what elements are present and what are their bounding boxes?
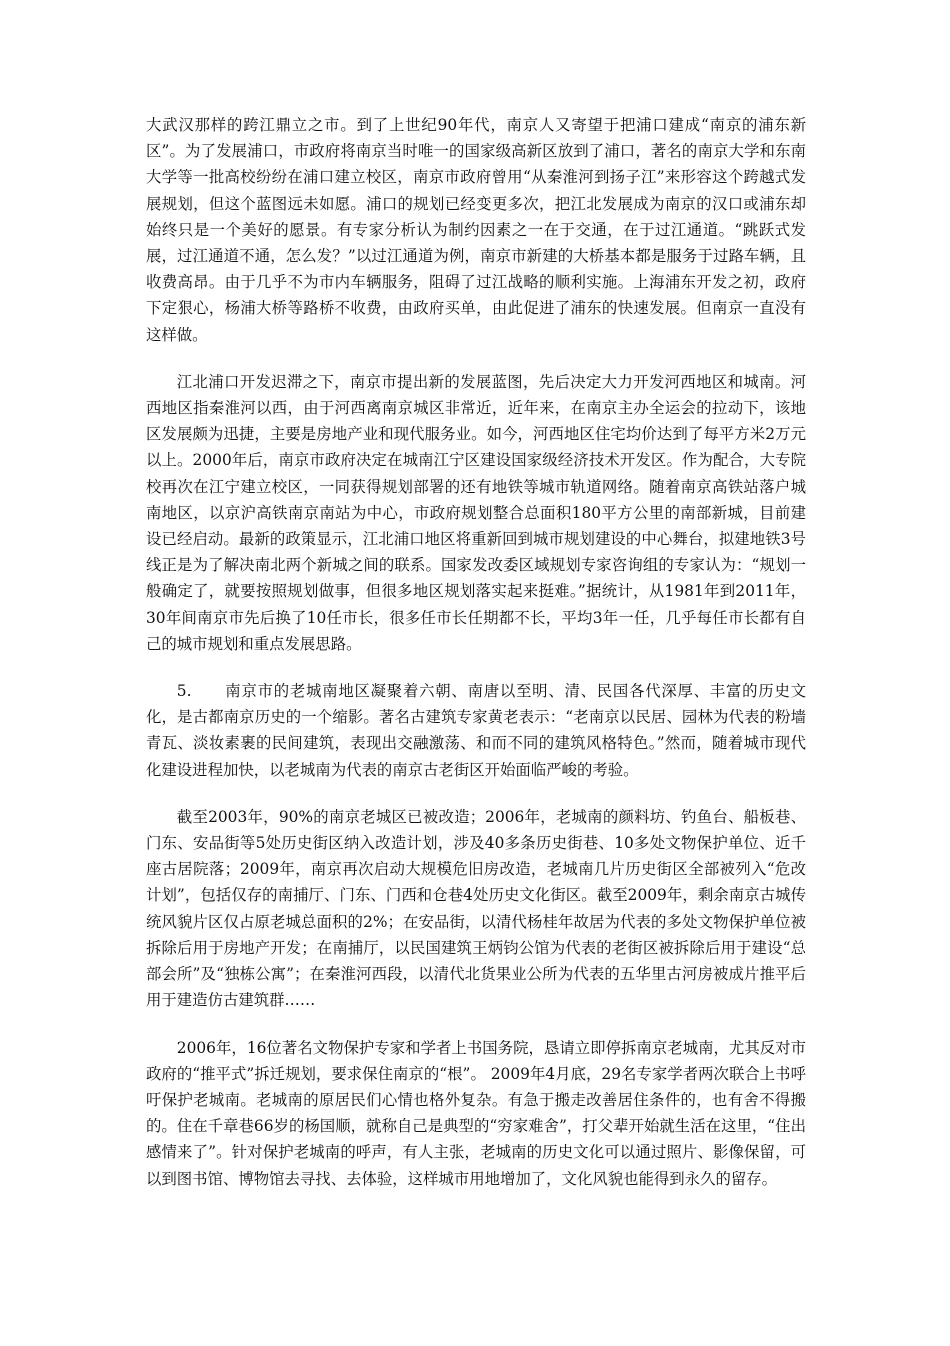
paragraph-river-west-and-south: 江北浦口开发迟滞之下，南京市提出新的发展蓝图，先后决定大力开发河西地区和城南。河西地区指秦淮河以西，由于河西离南京城区非常近，近年来，在南京主办全运会的拉动下，该地区发展颇为迅捷，主要是房地产业和现代服务业。如今，河西地区住宅均价达到了每平方米2万元以上。2000年后，南京市政府决定在城南江宁区建设国家级经济技术开发区。作为配合，大专院校再次在江宁建立校区，一同获得规划部署的还有地铁等城市轨道网络。随着南京高铁站落户城南地区，以京沪高铁南京南站为中心，市政府规划整合总面积180平方公里的南部新城，目前建设已经启动。最新的政策显示，江北浦口地区将重新回到城市规划建设的中心舞台，拟建地铁3号线正是为了解决南北两个新城之间的联系。国家发改委区域规划专家咨询组的专家认为：“规划一般确定了，就要按照规划做事，但很多地区规划落实起来挺难。”据统计，从1981年到2011年，30年间南京市先后换了10任市长，很多任市长任期都不长，平均3年一任，几乎每任市长都有自己的城市规划和重点发展思路。	[146, 372, 806, 653]
paragraph-experts-petition: 2006年，16位著名文物保护专家和学者上书国务院，恳请立即停拆南京老城南，尤其反对市政府的“推平式”拆迁规划，要求保住南京的“根”。 2009年4月底，29名专家学者两次联合上书呼吁保护老城南。老城南的原居民们心情也格外复杂。有急于搬走改善居住条件的，也有舍不得搬的。住在千章巷66岁的杨国顺，就称自己是典型的“穷家难舍”，打父辈开始就生活在这里，“住出感情来了”。针对保护老城南的呼声，有人主张，老城南的历史文化可以通过照片、影像保留，可以到图书馆、博物馆去寻找、去体验，这样城市用地增加了，文化风貌也能得到永久的留存。	[146, 1038, 806, 1188]
paragraph-redevelopment-record: 截至2003年，90%的南京老城区已被改造；2006年，老城南的颜料坊、钓鱼台、船板巷、门东、安品街等5处历史街区纳入改造计划，涉及40多条历史街巷、10多处文物保护单位、近千座古居院落；2009年，南京再次启动大规模危旧房改造，老城南几片历史街区全部被列入“危改计划”，包括仅存的南捕厅、门东、门西和仓巷4处历史文化街区。截至2009年，剩余南京古城传统风貌片区仅占原老城总面积的2%；在安品街，以清代杨桂年故居为代表的多处文物保护单位被拆除后用于房地产开发；在南捕厅，以民国建筑王炳钧公馆为代表的老街区被拆除后用于建设“总部会所”及“独栋公寓”；在秦淮河西段，以清代北货果业公所为代表的五华里古河房被成片推平后用于建造仿古建筑群……	[146, 807, 806, 1010]
paragraph-section-5-old-city-south	[146, 678, 806, 783]
document-body	[146, 112, 806, 1192]
paragraph-continued-text: 大武汉那样的跨江鼎立之市。到了上世纪90年代，南京人又寄望于把浦口建成“南京的浦东新区”。为了发展浦口，市政府将南京当时唯一的国家级高新区放到了浦口，著名的南京大学和东南大学等一批高校纷纷在浦口建立校区，南京市政府曾用“从秦淮河到扬子江”来形容这个跨越式发展规划，但这个蓝图远未如愿。浦口的规划已经变更多次，把江北发展成为南京的汉口或浦东却始终只是一个美好的愿景。有专家分析认为制约因素之一在于交通，在于过江通道。“跳跃式发展，过江通道不通，怎么发？”以过江通道为例，南京市新建的大桥基本都是服务于过路车辆，且收费高昂。由于几乎不为市内车辆服务，阻碍了过江战略的顺利实施。上海浦东开发之初，政府下定狠心，杨浦大桥等路桥不收费，由政府买单，由此促进了浦东的快速发展。但南京一直没有这样做。	[146, 116, 806, 344]
section-number: 5.	[176, 682, 192, 701]
paragraph-text: 南京市的老城南地区凝聚着六朝、南唐以至明、清、民国各代深厚、丰富的历史文化，是古都南京历史的一个缩影。著名古建筑专家黄老表示：“老南京以民居、园林为代表的粉墙青瓦、淡妆素裹的民间建筑，表现出交融激荡、和而不同的建筑风格特色。”然而，随着城市现代化建设进程加快，以老城南为代表的南京古老街区开始面临严峻的考验。	[146, 682, 806, 779]
